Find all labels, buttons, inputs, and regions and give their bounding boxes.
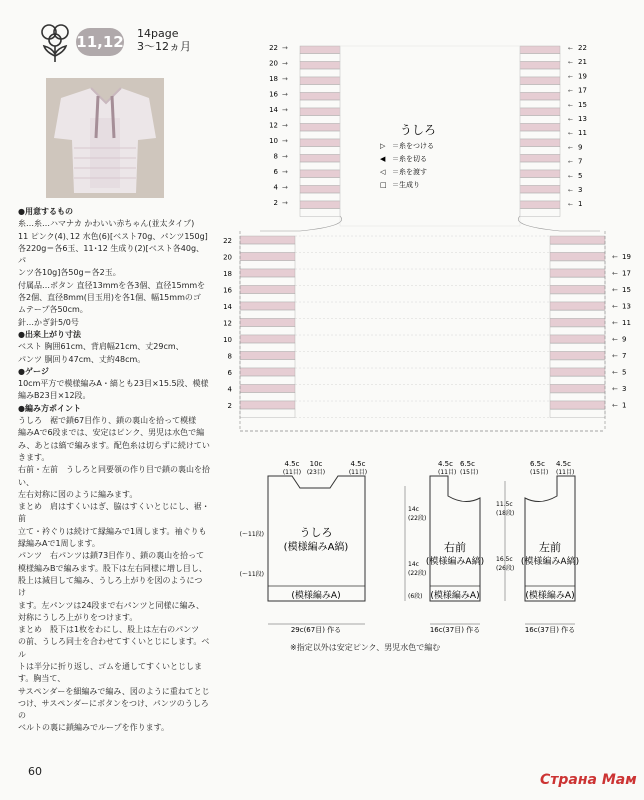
instruction-line: 11 ピンク(4)､12 水色(6)[ベスト70g、パンツ150g]: [18, 231, 208, 241]
arrow-icon: ←: [612, 335, 618, 344]
row-number: 13: [578, 115, 587, 123]
row-number: 13: [622, 302, 631, 311]
instruction-line: まとめ 肩はすくいはぎ、脇はすくいとじにし、裾・前: [18, 502, 210, 524]
svg-text:(ー11段): (ー11段): [239, 531, 264, 538]
legend-label: ＝糸を切る: [392, 155, 427, 163]
instruction-line: 縁編みAで1周します。: [18, 539, 100, 549]
row-number: 4: [227, 385, 232, 394]
instruction-line: み、あとは縞で編みます。配色糸は切らずに続けてい: [18, 440, 210, 450]
back-width: 29c(67目) 作る: [290, 626, 342, 634]
svg-text:左前: 左前: [539, 541, 561, 554]
svg-text:4.5c: 4.5c: [284, 460, 300, 468]
instruction-line: まとめ 股下は1枚をわにし、股上は左右のパンツ: [18, 625, 200, 635]
row-number: 8: [273, 152, 278, 161]
instruction-line: 編みAで6段までは、安定はピンク、男児は水色で編: [18, 428, 205, 438]
instruction-line: 対称にうしろ上がりをつけます。: [18, 612, 138, 622]
svg-text:(11目): (11目): [438, 469, 457, 476]
section-heading: ●出来上がり寸法: [18, 329, 81, 339]
arrow-icon: →: [282, 199, 288, 207]
row-number: 1: [622, 401, 627, 410]
row-number: 7: [622, 352, 627, 360]
svg-text:(11目): (11目): [282, 469, 302, 476]
instruction-line: パンツ 胴回り47cm、丈約48cm。: [18, 354, 146, 364]
instruction-line: ムテープ各50cm。: [18, 305, 88, 315]
svg-text:(15目): (15目): [460, 469, 479, 476]
arrow-icon: →: [282, 106, 288, 114]
arrow-icon: ←: [568, 172, 574, 180]
legend-label: ＝生成り: [392, 181, 420, 189]
back-label: うしろ: [299, 526, 333, 539]
crochet-chart: [220, 36, 640, 656]
arrow-icon: →: [282, 90, 288, 99]
svg-text:(模様編みA): (模様編みA): [430, 591, 480, 601]
svg-text:(模様編みA縞): (模様編みA縞): [520, 557, 580, 567]
arrow-icon: ←: [568, 45, 574, 52]
svg-text:(22段): (22段): [408, 515, 427, 522]
arrow-icon: ←: [612, 302, 618, 311]
row-number: 22: [578, 44, 587, 52]
arrow-icon: ←: [612, 385, 618, 393]
instruction-line: トは半分に折り返し、ゴムを通してすくいとじします。胸当て、: [18, 661, 202, 684]
arrow-icon: ←: [612, 401, 618, 410]
row-number: 3: [578, 186, 583, 194]
svg-text:(15目): (15目): [530, 469, 549, 476]
row-number: 16: [223, 286, 232, 295]
instruction-line: ベスト 胸囲61cm、背肩幅21cm、丈29cm、: [18, 342, 184, 352]
arrow-icon: ←: [568, 116, 574, 123]
row-number: 12: [269, 121, 278, 130]
row-number: 1: [578, 200, 583, 209]
arrow-icon: ←: [568, 130, 574, 138]
svg-text:16c(37目) 作る: 16c(37目) 作る: [524, 626, 576, 634]
footnote: ※指定以外は安定ピンク、男児水色で編む: [290, 643, 441, 652]
instruction-line: ンツ各10g]各50g＝各2玉。: [18, 268, 121, 278]
row-number: 22: [269, 44, 278, 52]
svg-text:(6段): (6段): [408, 593, 423, 600]
instruction-line: ベルトの裏に鎖編みでループを作ります。: [18, 723, 169, 733]
instruction-line: パンツ 右パンツは鎖73目作り、鎖の裏山を拾って: [18, 551, 205, 561]
legend-label: ＝糸をつける: [392, 142, 434, 150]
arrow-icon: ←: [612, 286, 618, 294]
arrow-icon: ←: [612, 253, 618, 261]
instruction-line: 左右対称に図のように編みます。: [18, 489, 138, 499]
svg-text:(ー11段): (ー11段): [239, 571, 264, 578]
row-number: 18: [223, 270, 232, 278]
arrow-icon: ←: [612, 269, 618, 278]
arrow-icon: →: [282, 75, 288, 83]
instruction-line: 付属品…ボタン 直径13mmを各3個、直径15mmを: [18, 280, 206, 290]
arrow-icon: →: [282, 137, 288, 145]
legend-symbol-icon: ◀: [380, 155, 386, 163]
arrow-icon: ←: [612, 352, 618, 360]
row-number: 11: [622, 319, 631, 327]
svg-text:4.5c: 4.5c: [438, 460, 453, 468]
arrow-icon: ←: [568, 59, 574, 67]
svg-text:4.5c: 4.5c: [556, 460, 571, 468]
row-number: 16: [269, 90, 278, 99]
row-number: 9: [622, 335, 627, 344]
row-number: 2: [273, 199, 278, 207]
arrow-icon: →: [282, 44, 288, 52]
arrow-icon: ←: [568, 73, 574, 81]
instruction-line: 糸…糸…ハマナカ かわいい赤ちゃん(並太タイプ): [18, 219, 195, 229]
section-heading: ●編み方ポイント: [18, 403, 81, 413]
arrow-icon: ←: [568, 101, 574, 109]
svg-text:16c(37目) 作る: 16c(37目) 作る: [429, 626, 481, 634]
instruction-line: の前、うしろ同士を合わせてすくいとじにします。ベル: [18, 637, 210, 659]
row-number: 15: [622, 286, 631, 294]
row-number: 6: [227, 369, 232, 377]
svg-text:(18段): (18段): [496, 510, 515, 517]
legend-symbol-icon: □: [380, 181, 387, 189]
row-number: 2: [227, 402, 232, 410]
row-number: 20: [269, 59, 278, 68]
row-number: 20: [223, 253, 232, 262]
instruction-line: 股上は減目して編み、うしろ上がりを図のようにつけ: [18, 575, 203, 598]
svg-text:(模様編みA): (模様編みA): [525, 591, 575, 601]
legend-symbol-icon: ▷: [380, 142, 386, 150]
instruction-line: 立て・衿ぐりは続けて縁編みで1周します。袖ぐりも: [18, 526, 207, 536]
row-number: 18: [269, 75, 278, 83]
arrow-icon: →: [282, 121, 288, 130]
row-number: 3: [622, 385, 627, 393]
page-reference: [137, 27, 191, 53]
row-number: 6: [273, 168, 278, 176]
arrow-icon: ←: [568, 187, 574, 194]
row-number: 17: [622, 269, 631, 278]
arrow-icon: ←: [568, 158, 574, 166]
row-number: 12: [223, 319, 232, 328]
svg-text:(11目): (11目): [348, 469, 368, 476]
arrow-icon: ←: [612, 368, 618, 377]
svg-text:(26段): (26段): [496, 565, 515, 572]
flower-icon: [38, 20, 72, 64]
svg-text:14c: 14c: [408, 506, 419, 513]
watermark: Страна Мам: [540, 772, 637, 788]
knitwear-photo: [46, 78, 164, 198]
instruction-line: 各220g＝各6玉、11･12 生成り(2)[ベスト各40g、パ: [18, 243, 205, 266]
arrow-icon: →: [282, 183, 288, 192]
section-heading: ●用意するもの: [18, 207, 73, 216]
arrow-icon: ←: [612, 319, 618, 327]
age-range-text: 3〜12ヵ月: [137, 40, 191, 53]
schematics: [240, 460, 579, 634]
svg-text:10c: 10c: [309, 460, 323, 468]
svg-text:6.5c: 6.5c: [460, 460, 475, 468]
instruction-line: つけ、サスペンダーにボタンをつけ、パンツのうしろの: [18, 698, 209, 721]
svg-text:16.5c: 16.5c: [496, 556, 513, 563]
product-photo: [46, 78, 164, 198]
chart-title: うしろ: [400, 123, 437, 137]
instruction-line: ます。左パンツは24段まで右パンツと同様に編み、: [18, 600, 205, 610]
instruction-line: うしろ 裾で鎖67目作り、鎖の裏山を拾って模様: [18, 416, 197, 426]
back-bottom: (模様編みA): [291, 591, 341, 601]
arrow-icon: →: [282, 152, 288, 161]
section-heading: ●ゲージ: [18, 366, 49, 376]
svg-text:6.5c: 6.5c: [530, 460, 545, 468]
legend-symbol-icon: ◁: [380, 168, 386, 176]
row-number: 21: [578, 58, 587, 67]
row-number: 19: [578, 72, 587, 81]
instruction-line: 10cm平方で模様編みA・縞とも23目×15.5段、模様: [18, 379, 209, 389]
svg-text:右前: 右前: [444, 541, 466, 554]
page-ref-text: 14page: [137, 27, 179, 40]
row-number: 22: [223, 237, 232, 245]
arrow-icon: ←: [568, 201, 574, 209]
row-number: 7: [578, 157, 583, 166]
svg-text:11.5c: 11.5c: [496, 501, 513, 508]
arrow-icon: →: [282, 59, 288, 68]
row-number: 10: [223, 336, 232, 344]
arrow-icon: ←: [568, 87, 574, 95]
arrow-icon: →: [282, 168, 288, 176]
instruction-line: 模様編みBで編みます。股下は左右同様に増し目し、: [18, 563, 207, 573]
svg-text:(22段): (22段): [408, 570, 427, 577]
row-number: 14: [223, 303, 232, 311]
svg-text:4.5c: 4.5c: [350, 460, 366, 468]
instructions-text: [18, 206, 210, 735]
svg-text:(模様編みA縞): (模様編みA縞): [425, 557, 485, 567]
instruction-line: 各2個、直径8mm(目玉用)を各1個、幅15mmのゴ: [18, 293, 201, 303]
item-number-badge: 11,12: [76, 28, 124, 56]
arrow-icon: ←: [568, 144, 574, 152]
row-number: 17: [578, 86, 587, 95]
row-number: 5: [622, 368, 627, 377]
instruction-line: 編みB23目×12段。: [18, 391, 91, 401]
row-number: 10: [269, 137, 278, 145]
row-number: 15: [578, 100, 587, 109]
row-number: 4: [273, 183, 278, 192]
row-number: 14: [269, 106, 278, 114]
instruction-line: 針…かぎ針5/0号: [18, 317, 79, 327]
row-number: 11: [578, 129, 587, 138]
svg-text:14c: 14c: [408, 561, 419, 568]
row-number: 9: [578, 143, 583, 152]
page-number: 60: [28, 765, 42, 778]
svg-text:(23目): (23目): [306, 469, 326, 476]
row-number: 5: [578, 171, 583, 180]
row-number: 19: [622, 253, 631, 261]
chart-legend: [380, 141, 434, 189]
chart-grid: [223, 44, 631, 431]
back-label2: (模様編みA縞): [283, 542, 349, 553]
instruction-line: きます。: [18, 452, 50, 462]
instruction-line: 右前・左前 うしろと同要領の作り目で鎖の裏山を拾い、: [18, 465, 210, 487]
row-number: 8: [227, 352, 232, 361]
instruction-line: サスペンダーを細編みで編み、図のように重ねてとじ: [18, 686, 210, 696]
legend-label: ＝糸を渡す: [392, 168, 427, 176]
svg-text:(11目): (11目): [556, 469, 575, 476]
